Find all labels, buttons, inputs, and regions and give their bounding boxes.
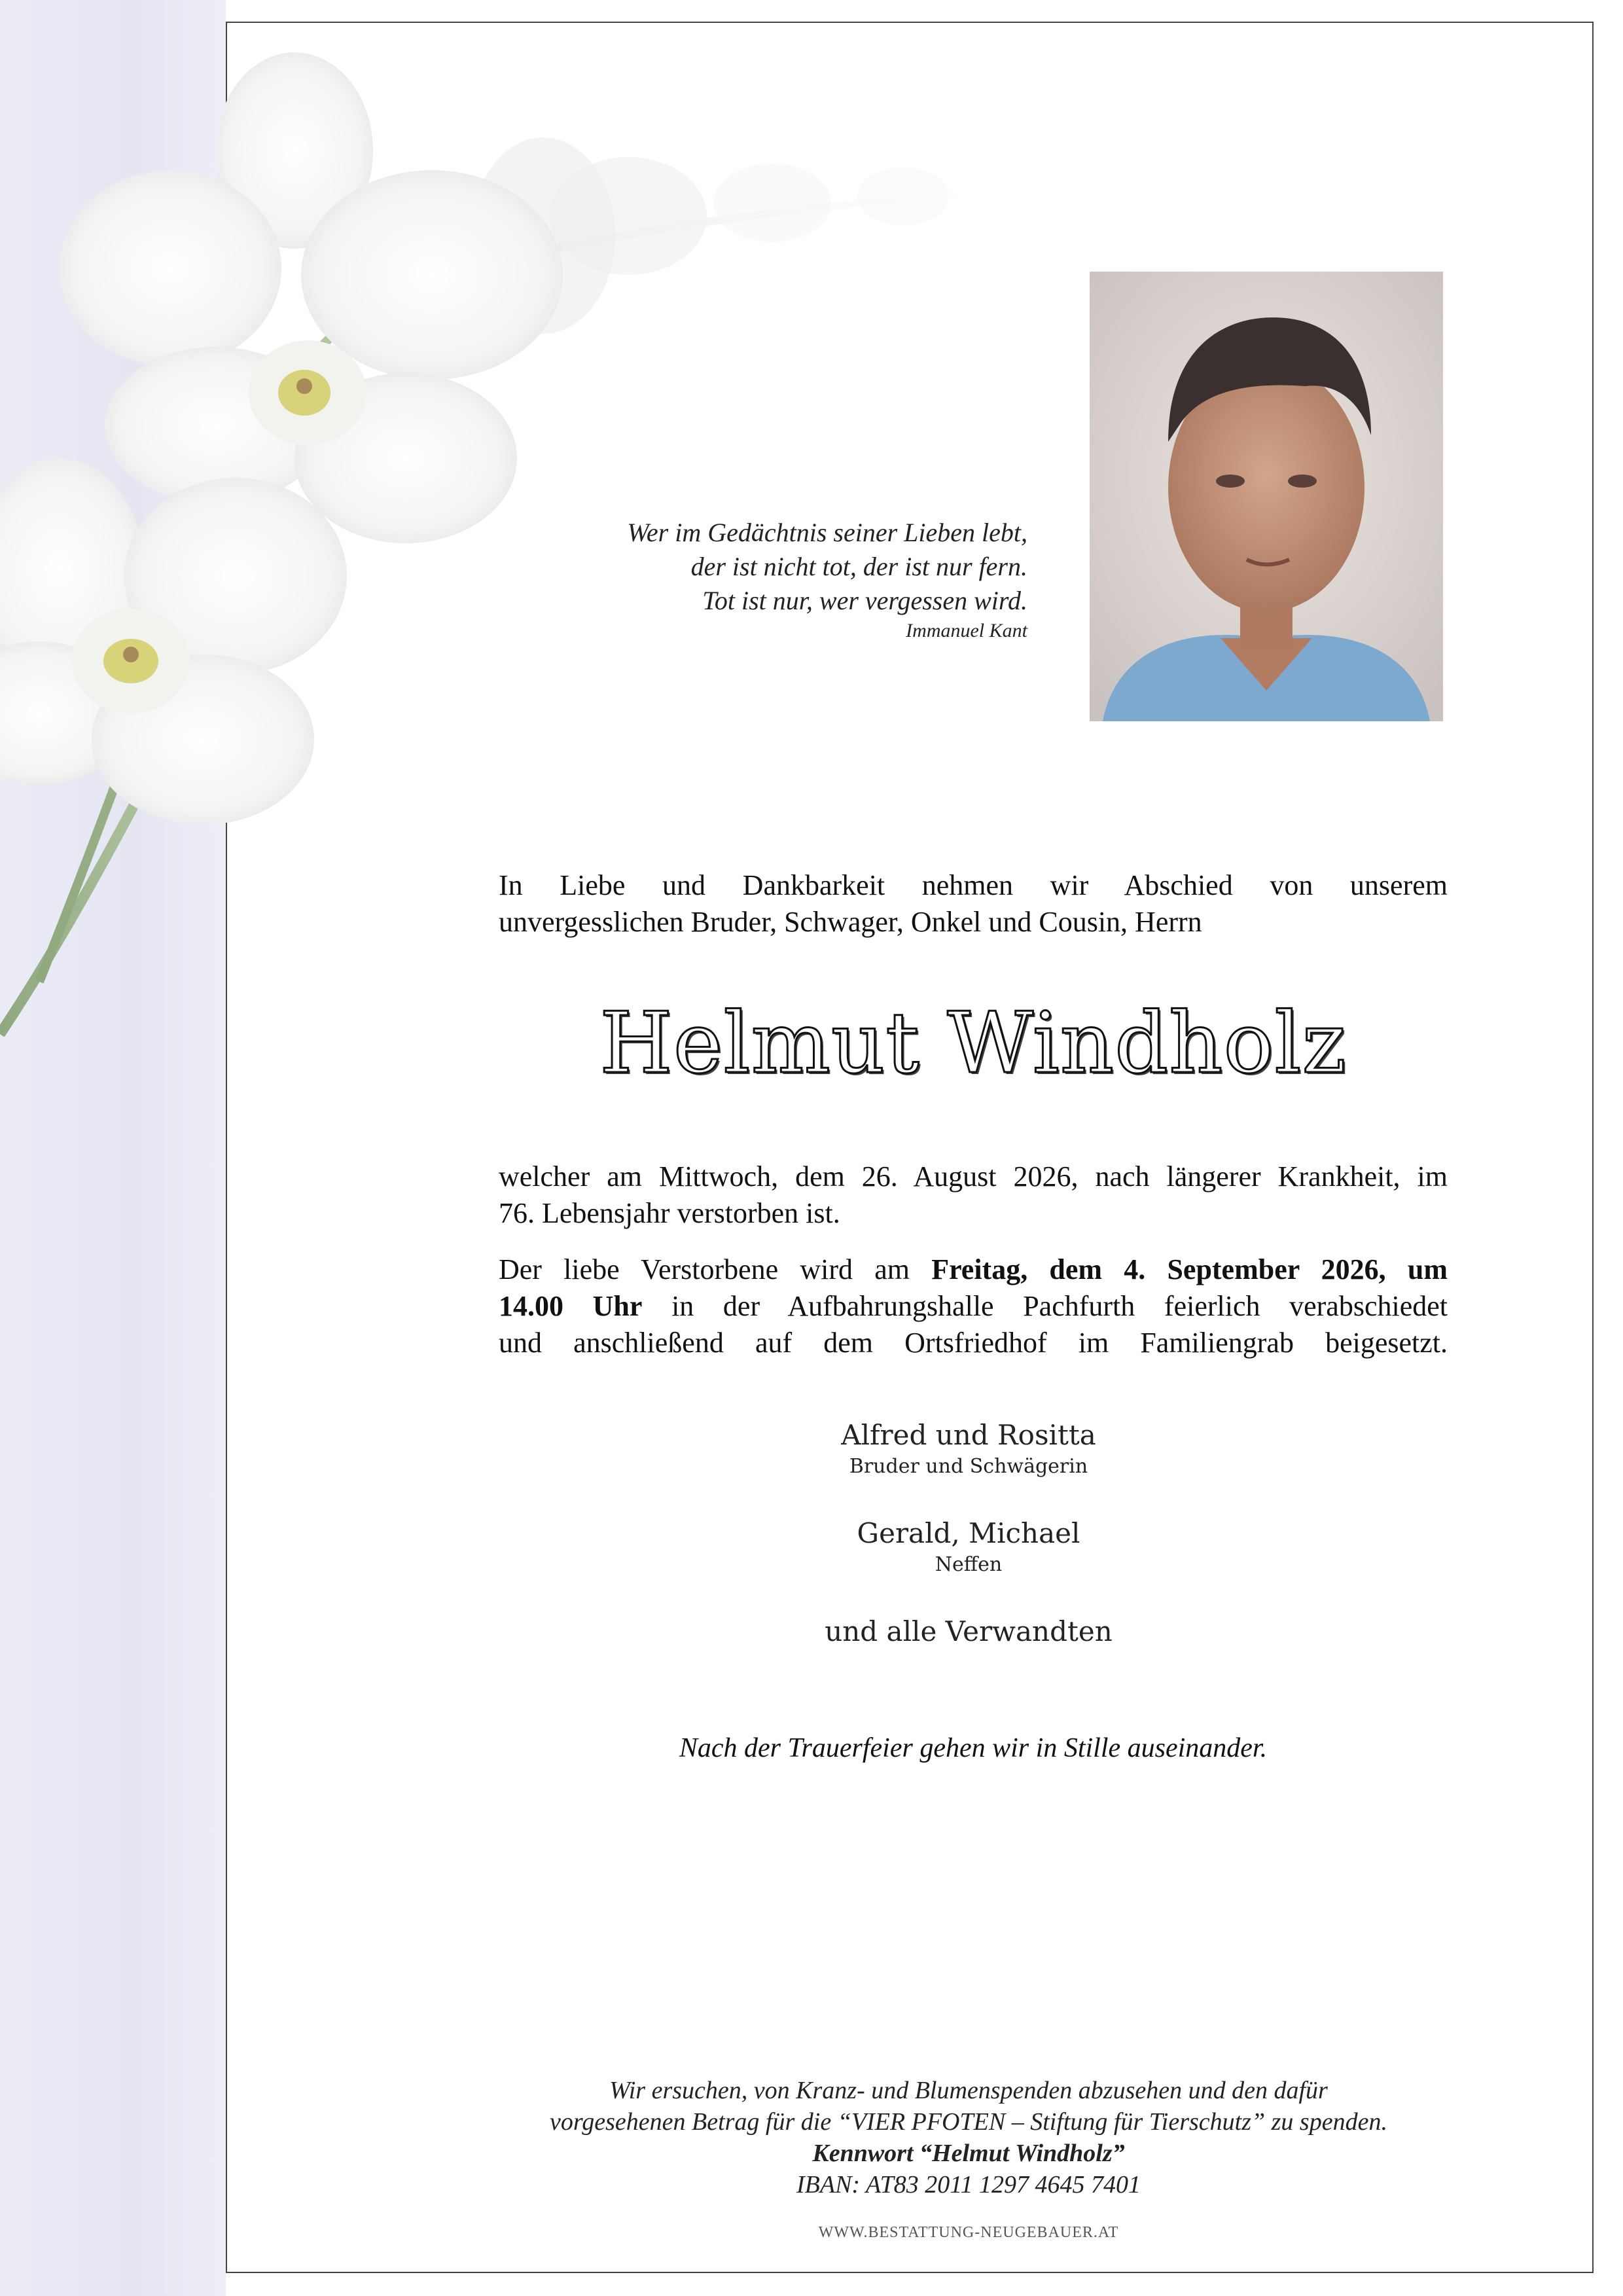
funeral-line-1 bbox=[499, 1251, 1448, 1288]
portrait-image bbox=[1090, 272, 1443, 721]
funeral-line-2 bbox=[499, 1288, 1448, 1325]
mourner-names: Alfred und Rositta bbox=[841, 1419, 1096, 1451]
closing-note: Nach der Trauerfeier gehen wir in Stille auseinander. bbox=[679, 1733, 1268, 1763]
memorial-quote bbox=[497, 516, 1027, 644]
mourner-group bbox=[772, 1515, 1165, 1578]
funeral-text: Der liebe Verstorbene wird am bbox=[499, 1253, 932, 1285]
mourner-relation: Neffen bbox=[935, 1553, 1003, 1576]
intro-line: In Liebe und Dankbarkeit nehmen wir Abschied von unserem bbox=[499, 869, 1448, 901]
death-notice bbox=[499, 1158, 1448, 1232]
mourners-all: und alle Verwandten bbox=[825, 1615, 1113, 1647]
donation-line: Wir ersuchen, von Kranz- und Blumenspenden abzusehen und den dafür bbox=[609, 2077, 1328, 2104]
orchid-flower-upper bbox=[59, 52, 563, 543]
quote-author: Immanuel Kant bbox=[906, 620, 1027, 641]
mourner-group bbox=[772, 1417, 1165, 1480]
funeral-details bbox=[499, 1251, 1448, 1361]
deceased-name: Helmut Windholz bbox=[599, 995, 1347, 1092]
footer-website: WWW.BESTATTUNG-NEUGEBAUER.AT bbox=[818, 2224, 1119, 2241]
death-notice-line: welcher am Mittwoch, dem 26. August 2026, nach längerer Krankheit, im bbox=[499, 1160, 1448, 1193]
donation-line: vorgesehenen Betrag für die “VIER PFOTEN – Stiftung für Tierschutz” zu spenden. bbox=[550, 2108, 1387, 2136]
mourner-names: Gerald, Michael bbox=[857, 1517, 1080, 1549]
funeral-location: in der Aufbahrungshalle Pachfurth feierlich verabschiedet bbox=[642, 1290, 1448, 1322]
quote-line: Wer im Gedächtnis seiner Lieben lebt, bbox=[627, 518, 1027, 547]
death-notice-line: 76. Lebensjahr verstorben ist. bbox=[499, 1197, 840, 1229]
funeral-date: Freitag, dem 4. September 2026, um bbox=[931, 1253, 1448, 1285]
donation-iban: IBAN: AT83 2011 1297 4645 7401 bbox=[796, 2171, 1141, 2198]
intro-text bbox=[499, 867, 1448, 941]
donation-request bbox=[458, 2075, 1479, 2200]
portrait-photo bbox=[1090, 272, 1443, 721]
donation-keyword: Kennwort “Helmut Windholz” bbox=[812, 2140, 1125, 2167]
orchid-flower-lower bbox=[0, 458, 347, 825]
mourner-group bbox=[772, 1613, 1165, 1650]
quote-line: Tot ist nur, wer vergessen wird. bbox=[702, 586, 1027, 615]
quote-line: der ist nicht tot, der ist nur fern. bbox=[690, 552, 1027, 581]
funeral-line-3: und anschließend auf dem Ortsfriedhof im Familiengrab beigesetzt. bbox=[499, 1327, 1448, 1359]
funeral-time: 14.00 Uhr bbox=[499, 1290, 643, 1322]
mourner-relation: Bruder und Schwägerin bbox=[849, 1455, 1088, 1478]
intro-line: unvergesslichen Bruder, Schwager, Onkel und Cousin, Herrn bbox=[499, 906, 1202, 938]
